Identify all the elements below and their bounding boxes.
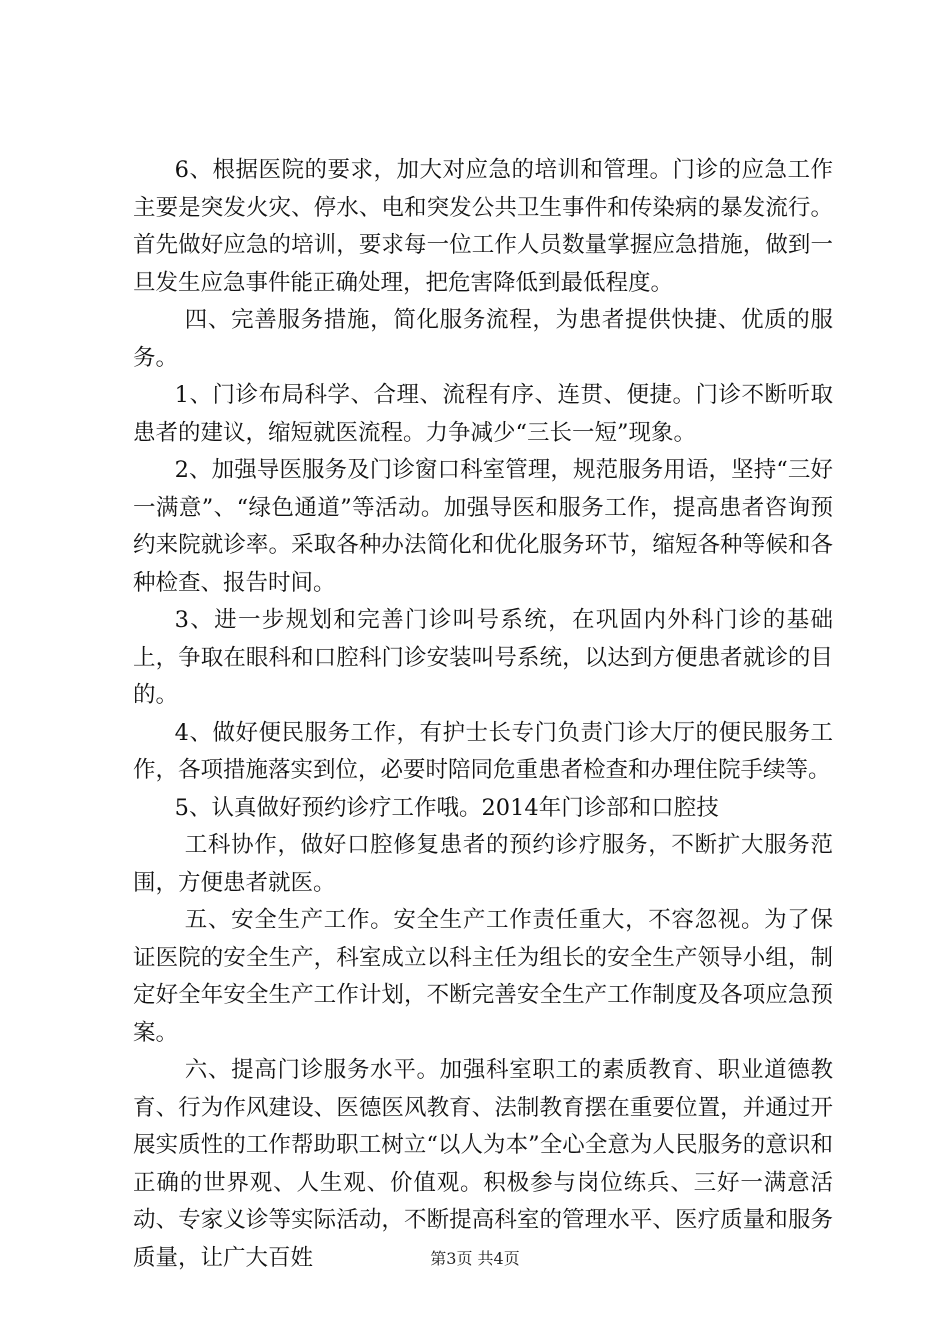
document-body: [133, 152, 833, 1277]
page-footer: 第3页 共4页: [430, 1249, 520, 1268]
paragraph-clinic-layout: 1、门诊布局科学、合理、流程有序、连贯、便捷。门诊不断听取患者的建议，缩短就医流程。力争减少“三长一短”现象。: [133, 382, 833, 446]
paragraph-convenience-service: 4、做好便民服务工作，有护士长专门负责门诊大厅的便民服务工作，各项措施落实到位，必要时陪同危重患者检查和办理住院手续等。: [133, 719, 833, 783]
paragraph-emergency-training: 6、根据医院的要求，加大对应急的培训和管理。门诊的应急工作主要是突发火灾、停水、电和突发公共卫生事件和传染病的暴发流行。首先做好应急的培训，要求每一位工作人员数量掌握应急措施，做到一旦发生应急事件能正确处理，把危害降低到最低程度。: [133, 157, 833, 296]
paragraph-section-four-heading: 四、完善服务措施，简化服务流程，为患者提供快捷、优质的服务。: [133, 307, 833, 371]
paragraph-guide-service: 2、加强导医服务及门诊窗口科室管理，规范服务用语，坚持“三好一满意”、“绿色通道”等活动。加强导医和服务工作，提高患者咨询预约来院就诊率。采取各种办法简化和优化服务环节，缩短各种等候和各种检查、报告时间。: [133, 457, 833, 596]
paragraph-queue-system: 3、进一步规划和完善门诊叫号系统，在巩固内外科门诊的基础上，争取在眼科和口腔科门诊安装叫号系统，以达到方便患者就诊的目的。: [133, 607, 833, 708]
paragraph-section-five-safety: 五、安全生产工作。安全生产工作责任重大，不容忽视。为了保证医院的安全生产，科室成立以科主任为组长的安全生产领导小组，制定好全年安全生产工作计划，不断完善安全生产工作制度及各项应急预案。: [133, 907, 833, 1046]
paragraph-appointment-continued: 工科协作，做好口腔修复患者的预约诊疗服务，不断扩大服务范围，方便患者就医。: [133, 832, 833, 896]
paragraph-section-six-service-level: 六、提高门诊服务水平。加强科室职工的素质教育、职业道德教育、行为作风建设、医德医风教育、法制教育摆在重要位置，并通过开展实质性的工作帮助职工树立“以人为本”全心全意为人民服务的意识和正确的世界观、人生观、价值观。积极参与岗位练兵、三好一满意活动、专家义诊等实际活动，不断提高科室的管理水平、医疗质量和服务质量，让广大百姓: [133, 1057, 833, 1271]
paragraph-appointment-start: 5、认真做好预约诊疗工作哦。2014年门诊部和口腔技: [174, 794, 719, 821]
